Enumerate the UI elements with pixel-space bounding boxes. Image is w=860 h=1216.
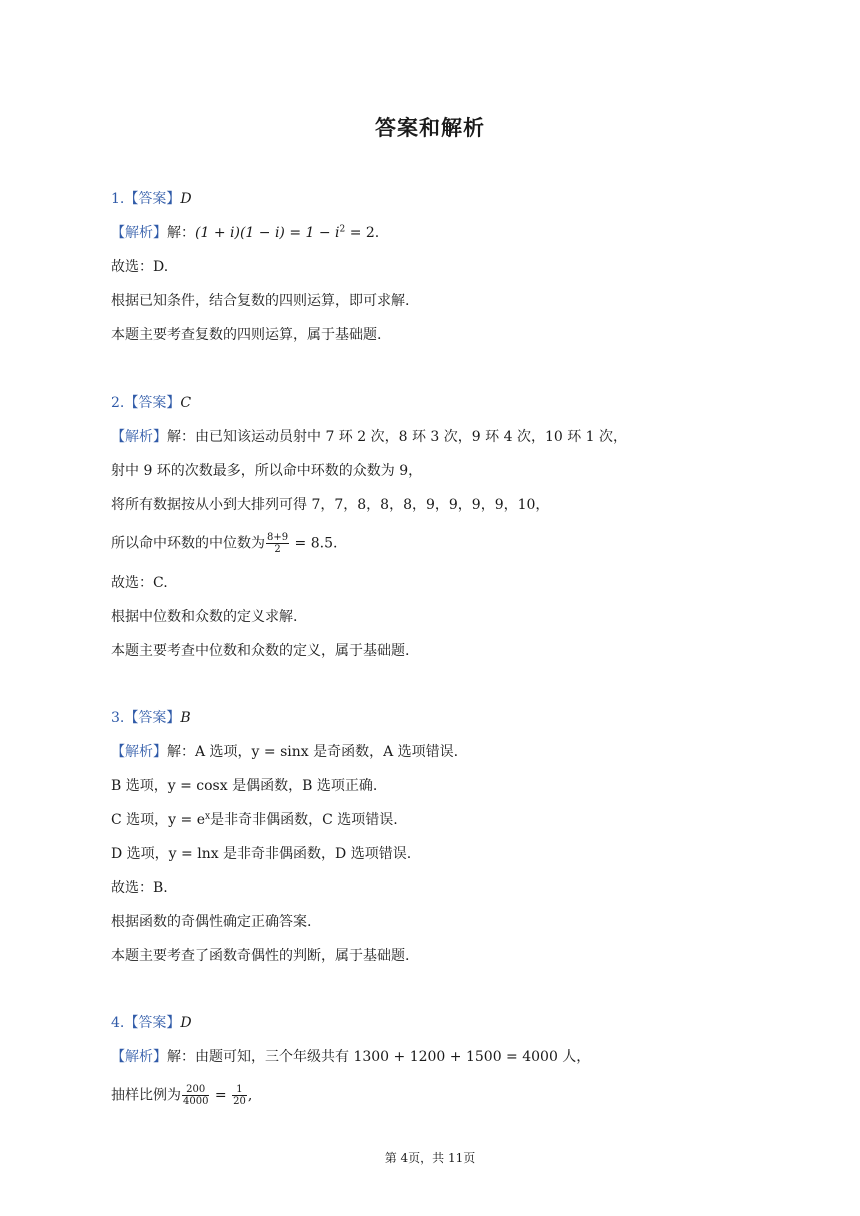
q4-ratio-suffix: , (247, 1087, 253, 1104)
q4-fraction1-numerator: 200 (182, 1084, 209, 1096)
q4-equals: = (210, 1087, 232, 1104)
q3-analysis-tag: 【解析】 (111, 744, 167, 760)
q2-fraction-denominator: 2 (274, 544, 281, 555)
q3-summary-line: 本题主要考查了函数奇偶性的判断，属于基础题. (111, 948, 410, 964)
q4-analysis-text-1: 解：由题可知，三个年级共有 1300 + 1200 + 1500 = 4000 人， (167, 1049, 591, 1065)
q4-fraction1-denominator: 4000 (183, 1096, 209, 1107)
q3-analysis-text-1: 解：A 选项，y = sinx 是奇函数，A 选项错误. (167, 744, 459, 760)
q3-analysis-line-4: D 选项，y = lnx 是非奇非偶函数，D 选项错误. (111, 846, 412, 862)
q4-answer-line (111, 1013, 192, 1033)
q1-exponent: 2 (339, 224, 346, 235)
q4-answer-value: D (180, 1015, 192, 1031)
q4-answer-tag: 【答案】 (124, 1015, 181, 1031)
q1-solution-prefix: 解： (167, 225, 195, 241)
q4-ratio-fraction-1 (182, 1084, 209, 1107)
q2-number: 2. (111, 395, 125, 411)
q4-ratio-fraction-2 (232, 1084, 247, 1107)
q1-answer-line (111, 189, 192, 209)
q2-analysis-tag: 【解析】 (111, 429, 167, 445)
q4-ratio-prefix: 抽样比例为 (111, 1087, 181, 1104)
q2-median-fraction (266, 532, 289, 555)
q1-analysis-tag: 【解析】 (111, 225, 167, 241)
q4-analysis-line-2 (111, 1084, 252, 1107)
q1-choice-line: 故选：D. (111, 259, 169, 275)
q2-answer-tag: 【答案】 (124, 395, 181, 411)
q1-result: = 2. (345, 225, 380, 241)
q4-number: 4. (111, 1015, 125, 1031)
page-title: 答案和解析 (375, 116, 485, 140)
q2-median-result: = 8.5. (290, 535, 338, 552)
q2-method-line: 根据中位数和众数的定义求解. (111, 609, 298, 625)
q2-analysis-line-1 (111, 427, 627, 447)
q1-answer-value: D (180, 191, 192, 207)
q3-number: 3. (111, 710, 125, 726)
q1-analysis-line-1 (111, 223, 379, 243)
q4-fraction2-numerator: 1 (232, 1084, 247, 1096)
q3-analysis-line-3 (111, 810, 398, 830)
q3-choice-line: 故选：B. (111, 880, 168, 896)
q2-answer-value: C (180, 395, 192, 411)
q2-analysis-line-2: 射中 9 环的次数最多，所以命中环数的众数为 9， (111, 463, 423, 479)
q2-choice-line: 故选：C. (111, 575, 168, 591)
q4-fraction2-denominator: 20 (233, 1096, 246, 1107)
q1-number: 1. (111, 191, 125, 207)
q3-analysis-line-1 (111, 742, 458, 762)
q4-analysis-line-1 (111, 1047, 590, 1067)
q1-expression: (1 + i)(1 − i) = 1 − i (195, 225, 340, 241)
q2-answer-line (111, 393, 191, 413)
q3-answer-value: B (180, 710, 191, 726)
q3-exp-suffix: 是非奇非偶函数，C 选项错误. (210, 812, 398, 828)
page-footer: 第 4页，共 11页 (384, 1151, 476, 1165)
q3-answer-line (111, 708, 191, 728)
q1-method-line: 根据已知条件，结合复数的四则运算，即可求解. (111, 293, 410, 309)
q4-analysis-tag: 【解析】 (111, 1049, 167, 1065)
q2-fraction-numerator: 8+9 (267, 532, 289, 543)
q3-exp-prefix: C 选项，y = e (111, 812, 205, 828)
q2-median-prefix: 所以命中环数的中位数为 (111, 535, 265, 552)
q1-summary-line: 本题主要考查复数的四则运算，属于基础题. (111, 327, 382, 343)
q3-exp-superscript: x (205, 811, 211, 822)
q2-analysis-line-3: 将所有数据按从小到大排列可得 7，7，8，8，8，9，9，9，9，10， (111, 497, 550, 513)
q2-analysis-text-1: 解：由已知该运动员射中 7 环 2 次，8 环 3 次，9 环 4 次，10 环 1 次， (167, 429, 628, 445)
q2-summary-line: 本题主要考查中位数和众数的定义，属于基础题. (111, 643, 410, 659)
q3-analysis-line-2: B 选项，y = cosx 是偶函数，B 选项正确. (111, 778, 378, 794)
q1-answer-tag: 【答案】 (124, 191, 181, 207)
q3-method-line: 根据函数的奇偶性确定正确答案. (111, 914, 312, 930)
q3-answer-tag: 【答案】 (124, 710, 181, 726)
q2-analysis-line-4 (111, 532, 337, 555)
